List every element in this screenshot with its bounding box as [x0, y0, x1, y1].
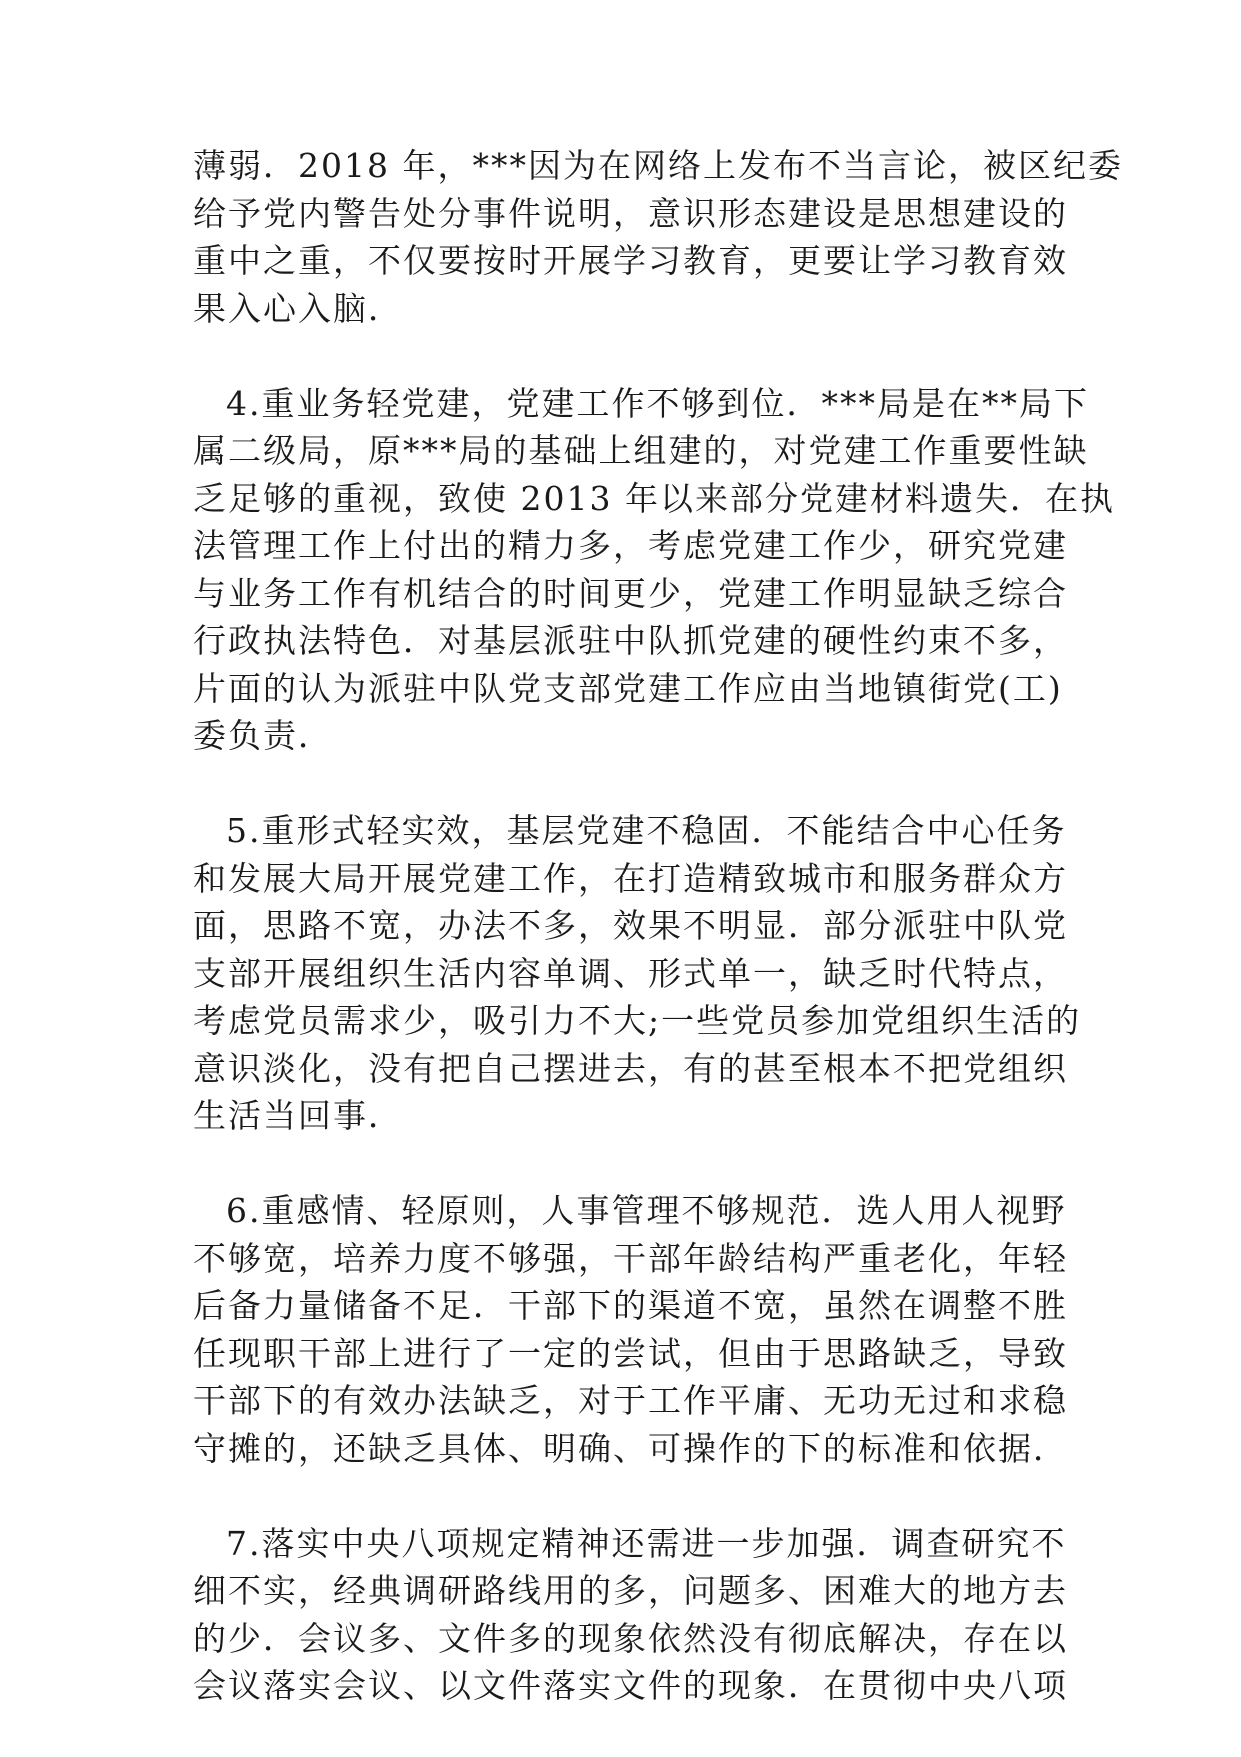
text-line: 委负责．: [193, 716, 333, 755]
text-line: 属二级局，原***局的基础上组建的，对党建工作重要性缺: [193, 431, 1089, 470]
text-line: 会议落实会议、以文件落实文件的现象．在贯彻中央八项: [193, 1666, 1068, 1705]
text-line: 片面的认为派驻中队党支部党建工作应由当地镇街党(工): [193, 668, 1063, 708]
paragraph-item-4: [193, 380, 1115, 760]
text-line: 任现职干部上进行了一定的尝试，但由于思路缺乏，导致: [193, 1333, 1068, 1373]
text-line: 给予党内警告处分事件说明，意识形态建设是思想建设的: [193, 193, 1068, 233]
text-line: 意识淡化，没有把自己摆进去，有的甚至根本不把党组织: [193, 1048, 1068, 1088]
text-line: 细不实，经典调研路线用的多，问题多、困难大的地方去: [193, 1571, 1068, 1610]
text-line: 后备力量储备不足．干部下的渠道不宽，虽然在调整不胜: [193, 1286, 1068, 1325]
text-line: 行政执法特色．对基层派驻中队抓党建的硬性约束不多，: [193, 621, 1068, 660]
text-line: 面，思路不宽，办法不多，效果不明显．部分派驻中队党: [193, 906, 1068, 945]
text-line: 法管理工作上付出的精力多，考虑党建工作少，研究党建: [193, 526, 1068, 565]
text-line: 乏足够的重视，致使 2013 年以来部分党建材料遗失．在执: [193, 478, 1115, 518]
text-line: 7.落实中央八项规定精神还需进一步加强．调查研究不: [226, 1523, 1067, 1563]
text-line: 的少．会议多、文件多的现象依然没有彻底解决，存在以: [193, 1618, 1068, 1658]
document-body: [193, 142, 1123, 1757]
text-line: 干部下的有效办法缺乏，对于工作平庸、无功无过和求稳: [193, 1381, 1068, 1420]
text-line: 守摊的，还缺乏具体、明确、可操作的下的标准和依据．: [193, 1428, 1068, 1468]
paragraph-item-5: [193, 807, 1082, 1140]
text-line: 薄弱．2018 年，***因为在网络上发布不当言论，被区纪委: [193, 146, 1123, 185]
text-line: 5.重形式轻实效，基层党建不稳固．不能结合中心任务: [226, 811, 1067, 850]
text-line: 支部开展组织生活内容单调、形式单一，缺乏时代特点，: [193, 953, 1068, 993]
text-line: 重中之重，不仅要按时开展学习教育，更要让学习教育效: [193, 241, 1068, 280]
text-line: 果入心入脑．: [193, 288, 403, 328]
text-line: 考虑党员需求少，吸引力不大;一些党员参加党组织生活的: [193, 1001, 1082, 1040]
text-line: 6.重感情、轻原则，人事管理不够规范．选人用人视野: [226, 1191, 1067, 1230]
text-line: 不够宽，培养力度不够强，干部年龄结构严重老化，年轻: [193, 1238, 1068, 1278]
paragraph-continuation: [193, 142, 1123, 332]
text-line: 与业务工作有机结合的时间更少，党建工作明显缺乏综合: [193, 573, 1068, 613]
text-line: 生活当回事．: [193, 1096, 403, 1135]
paragraph-item-7: [193, 1520, 1068, 1710]
paragraph-item-6: [193, 1187, 1068, 1472]
text-line: 和发展大局开展党建工作，在打造精致城市和服务群众方: [193, 858, 1068, 898]
text-line: 4.重业务轻党建，党建工作不够到位．***局是在**局下: [226, 383, 1089, 423]
